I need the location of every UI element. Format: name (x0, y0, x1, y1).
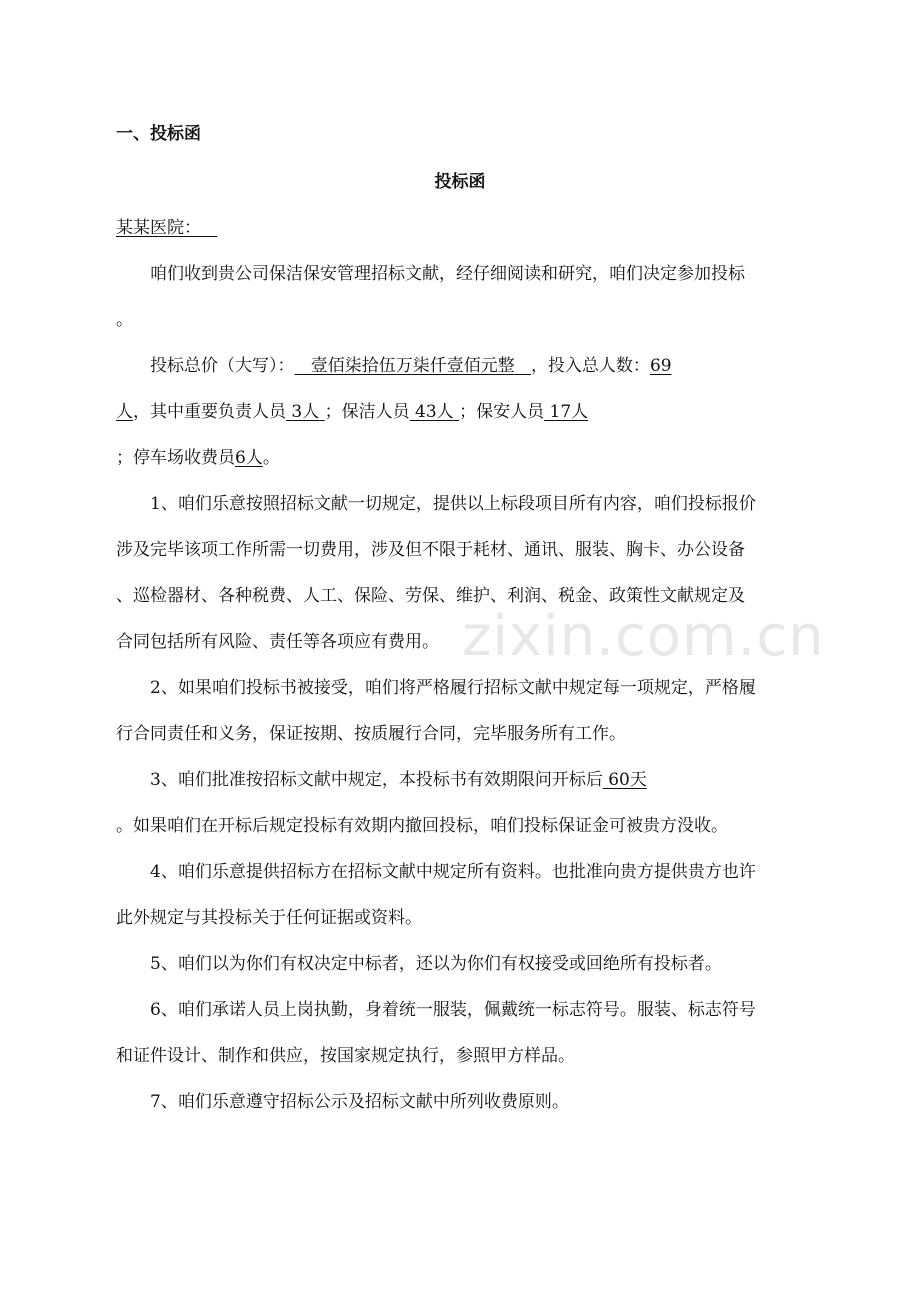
manager-label: ，其中重要负责人员 (133, 402, 286, 422)
intro-line-2: 。 (116, 310, 133, 330)
item4-line-1: 4、咱们乐意提供招标方在招标文献中规定所有资料。也批准向贵方提供贵方也许 (150, 862, 756, 882)
intro-line-1: 咱们收到贵公司保洁保安管理招标文献，经仔细阅读和研究，咱们决定参加投标 (150, 264, 745, 284)
section-heading: 一、投标函 (116, 124, 201, 144)
manager-value: 3人 (291, 402, 320, 422)
watermark-text: zixin.com.cn (462, 604, 825, 669)
recipient-underline-pad (201, 218, 217, 238)
item5-line-1: 5、咱们以为你们有权决定中标者，还以为你们有权接受或回绝所有投标者。 (150, 954, 722, 974)
item6-line-1: 6、咱们承诺人员上岗执勤，身着统一服装，佩戴统一标志符号。服装、标志符号 (150, 1000, 756, 1020)
guard-label: ；保安人员 (459, 402, 545, 422)
item1-line-4: 合同包括所有风险、责任等各项应有费用。 (116, 632, 439, 652)
item1-line-2: 涉及完毕该项工作所需一切费用，涉及但不限于耗材、通讯、服装、胸卡、办公设备 (116, 540, 745, 560)
item3-text: 3、咱们批准按招标文献中规定，本投标书有效期限问开标后 (150, 770, 603, 790)
item1-line-3: 、巡检器材、各种税费、人工、保险、劳保、维护、利润、税金、政策性文献规定及 (116, 586, 745, 606)
total-value: 69 (649, 356, 672, 376)
guard-value: 17人 (549, 402, 589, 422)
item6-line-2: 和证件设计、制作和供应，按国家规定执行，参照甲方样品。 (116, 1046, 575, 1066)
parking-end: 。 (262, 448, 280, 468)
price-amount-underline-pad (295, 356, 311, 376)
document-title: 投标函 (434, 172, 486, 192)
recipient-line (116, 216, 217, 240)
item7-line-1: 7、咱们乐意遵守招标公示及招标文献中所列收费原则。 (150, 1092, 569, 1112)
staff-line (116, 400, 588, 424)
item3-line-1 (150, 768, 647, 792)
price-line (150, 354, 672, 378)
total-label: ，投入总人数： (530, 356, 650, 376)
recipient-name: 某某医院： (116, 218, 201, 238)
item2-line-2: 行合同责任和义务，保证按期、按质履行合同，完毕服务所有工作。 (116, 724, 626, 744)
item3-line-2: 。如果咱们在开标后规定投标有效期内撤回投标，咱们投标保证金可被贵方没收。 (116, 816, 728, 836)
item1-line-1: 1、咱们乐意按照招标文献一切规定，提供以上标段项目所有内容，咱们投标报价 (150, 494, 756, 514)
price-label: 投标总价（大写）： (150, 356, 295, 376)
total-unit: 人 (116, 402, 133, 422)
cleaner-label: ；保洁人员 (324, 402, 410, 422)
validity-days: 60天 (608, 770, 647, 790)
price-amount: 壹佰柒拾伍万柒仟壹佰元整 (310, 356, 515, 376)
parking-line (116, 446, 280, 470)
item2-line-1: 2、如果咱们投标书被接受，咱们将严格履行招标文献中规定每一项规定，严格履 (150, 678, 756, 698)
parking-label: ；停车场收费员 (116, 448, 235, 468)
price-amount-underline-pad-end (515, 356, 531, 376)
parking-value: 6人 (235, 448, 263, 468)
cleaner-value: 43人 (415, 402, 454, 422)
item4-line-2: 此外规定与其投标关于任何证据或资料。 (116, 908, 422, 928)
